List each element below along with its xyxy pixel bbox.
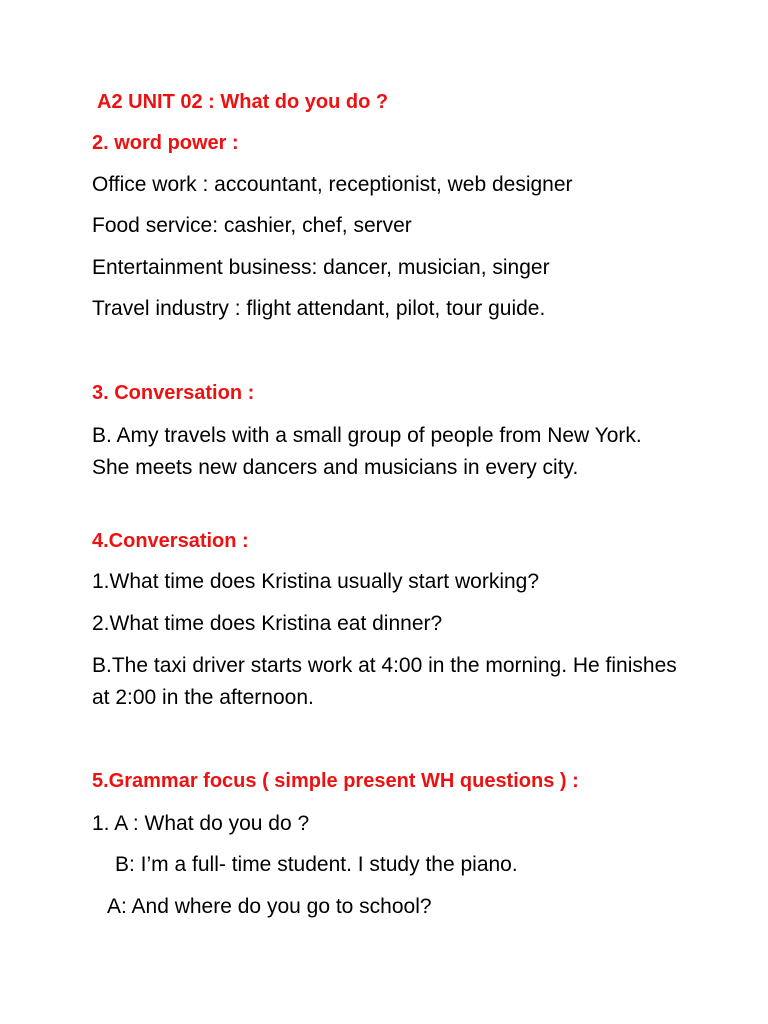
grammar-line-2: B: I’m a full- time student. I study the piano. bbox=[115, 853, 518, 876]
section-heading-word-power: 2. word power : bbox=[92, 132, 239, 154]
conversation-4-question-1: 1.What time does Kristina usually start working? bbox=[92, 570, 540, 593]
document-title: A2 UNIT 02 : What do you do ? bbox=[97, 91, 389, 113]
word-power-line-food-service: Food service: cashier, chef, server bbox=[92, 214, 412, 237]
section-heading-grammar-focus: 5.Grammar focus ( simple present WH questions ) : bbox=[92, 770, 579, 792]
word-power-line-entertainment: Entertainment business: dancer, musician, singer bbox=[92, 256, 550, 279]
conversation-4-question-2: 2.What time does Kristina eat dinner? bbox=[92, 612, 443, 635]
grammar-line-1: 1. A : What do you do ? bbox=[92, 812, 310, 835]
conversation-3-paragraph: B. Amy travels with a small group of people from New York. She meets new dancers and musicians in every city. bbox=[92, 424, 642, 479]
word-power-line-travel: Travel industry : flight attendant, pilot, tour guide. bbox=[92, 297, 546, 320]
section-heading-conversation-3: 3. Conversation : bbox=[92, 382, 255, 404]
section-heading-conversation-4: 4.Conversation : bbox=[92, 530, 249, 552]
grammar-line-3: A: And where do you go to school? bbox=[107, 895, 432, 918]
word-power-line-office-work: Office work : accountant, receptionist, web designer bbox=[92, 173, 573, 196]
conversation-4-paragraph: B.The taxi driver starts work at 4:00 in the morning. He finishes at 2:00 in the afternoon. bbox=[92, 654, 677, 709]
